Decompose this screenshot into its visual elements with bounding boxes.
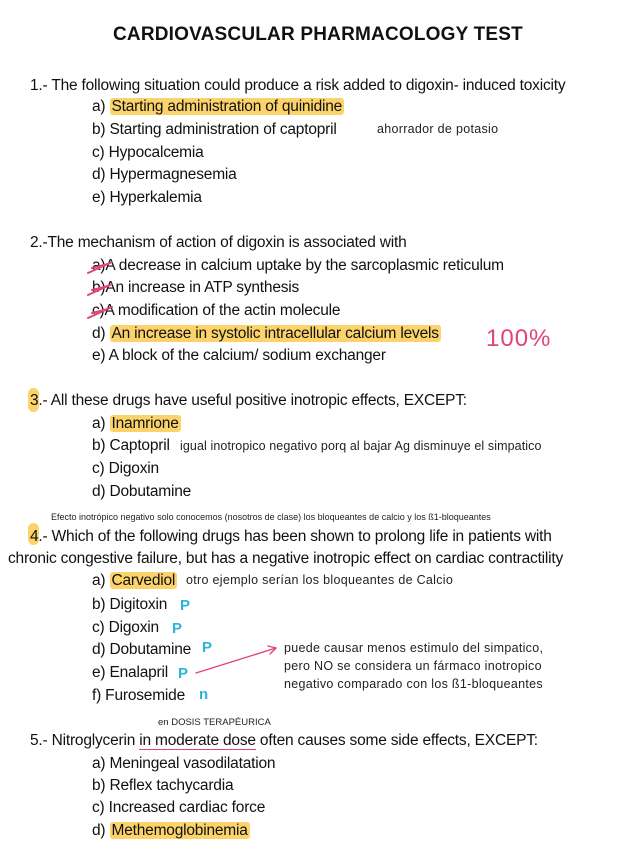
q5-option-a[interactable]: a) Meningeal vasodilatation [92, 755, 276, 772]
q4-option-a[interactable]: a) Carvediol [92, 572, 176, 589]
handwritten-p-mark: P [202, 639, 213, 656]
q5-option-b[interactable]: b) Reflex tachycardia [92, 777, 234, 794]
q3-option-b[interactable]: b) Captopril [92, 437, 170, 454]
highlight-mark: Carvediol [111, 572, 176, 589]
q3-stem: 3.- All these drugs have useful positive inotropic effects, EXCEPT: [30, 392, 467, 409]
q1-option-d[interactable]: d) Hypermagnesemia [92, 166, 237, 183]
q3-option-a[interactable]: a) Inamrione [92, 415, 179, 432]
q4-option-e[interactable]: e) Enalapril [92, 664, 169, 681]
q2-option-d[interactable]: d) An increase in systolic intracellular calcium levels [92, 325, 439, 342]
handwritten-n-mark: n [199, 686, 209, 703]
handwritten-note: negativo comparado con los ß1-bloqueantes [284, 677, 543, 691]
arrow-icon [196, 646, 276, 673]
handwritten-note: pero NO se considera un fármaco inotropico [284, 659, 542, 673]
handwritten-p-mark: P [180, 597, 191, 614]
q5-stem: 5.- Nitroglycerin in moderate dose often causes some side effects, EXCEPT: [30, 732, 538, 749]
handwritten-note: igual inotropico negativo porq al bajar Ag disminuye el simpatico [180, 439, 542, 453]
handwritten-note: Efecto inotrópico negativo solo conocemos (nosotros de clase) los bloqueantes de calcio y los ß1-bloqueantes [51, 512, 491, 522]
highlight-mark: An increase in systolic intracellular calcium levels [111, 325, 439, 342]
q4-option-b[interactable]: b) Digitoxin [92, 596, 168, 613]
q1-option-a[interactable]: a) Starting administration of quinidine [92, 98, 343, 115]
handwritten-note: puede causar menos estimulo del simpatico, [284, 641, 544, 655]
handwritten-note: otro ejemplo serían los bloqueantes de Calcio [186, 573, 454, 587]
q2-stem: 2.-The mechanism of action of digoxin is associated with [30, 234, 407, 251]
handwritten-100-percent: 100% [486, 325, 552, 352]
handwritten-p-mark: P [172, 620, 183, 637]
highlight-mark: Starting administration of quinidine [111, 98, 343, 115]
q4-option-c[interactable]: c) Digoxin [92, 619, 159, 636]
highlight-mark: Inamrione [111, 415, 179, 432]
handwritten-note: en DOSIS TERAPÉURICA [158, 717, 271, 728]
q1-option-b[interactable]: b) Starting administration of captopril [92, 121, 337, 138]
q2-option-a[interactable]: a)A decrease in calcium uptake by the sarcoplasmic reticulum [92, 257, 504, 274]
highlight-mark: Methemoglobinemia [111, 822, 248, 839]
q4-option-f[interactable]: f) Furosemide [92, 687, 186, 704]
q2-option-b[interactable]: b)An increase in ATP synthesis [92, 279, 300, 296]
q2-option-c[interactable]: c)A modification of the actin molecule [92, 302, 341, 319]
q1-option-e[interactable]: e) Hyperkalemia [92, 189, 202, 206]
q4-option-d[interactable]: d) Dobutamine [92, 641, 192, 658]
q3-option-d[interactable]: d) Dobutamine [92, 483, 192, 500]
strikethrough-mark [88, 262, 112, 318]
q3-option-c[interactable]: c) Digoxin [92, 460, 159, 477]
q1-option-c[interactable]: c) Hypocalcemia [92, 144, 204, 161]
q4-stem-line2: chronic congestive failure, but has a negative inotropic effect on cardiac contractility [8, 550, 564, 567]
handwritten-note: ahorrador de potasio [377, 122, 499, 136]
page-title: CARDIOVASCULAR PHARMACOLOGY TEST [113, 24, 523, 45]
q4-stem-line1: 4.- Which of the following drugs has been shown to prolong life in patients with [30, 528, 552, 545]
handwritten-p-mark: P [178, 665, 189, 682]
q5-option-c[interactable]: c) Increased cardiac force [92, 799, 266, 816]
q2-option-e[interactable]: e) A block of the calcium/ sodium exchanger [92, 347, 386, 364]
underline-mark: in moderate dose [139, 732, 256, 749]
q1-stem: 1.- The following situation could produce a risk added to digoxin- induced toxicity [30, 77, 566, 94]
q5-option-d[interactable]: d) Methemoglobinemia [92, 822, 248, 839]
